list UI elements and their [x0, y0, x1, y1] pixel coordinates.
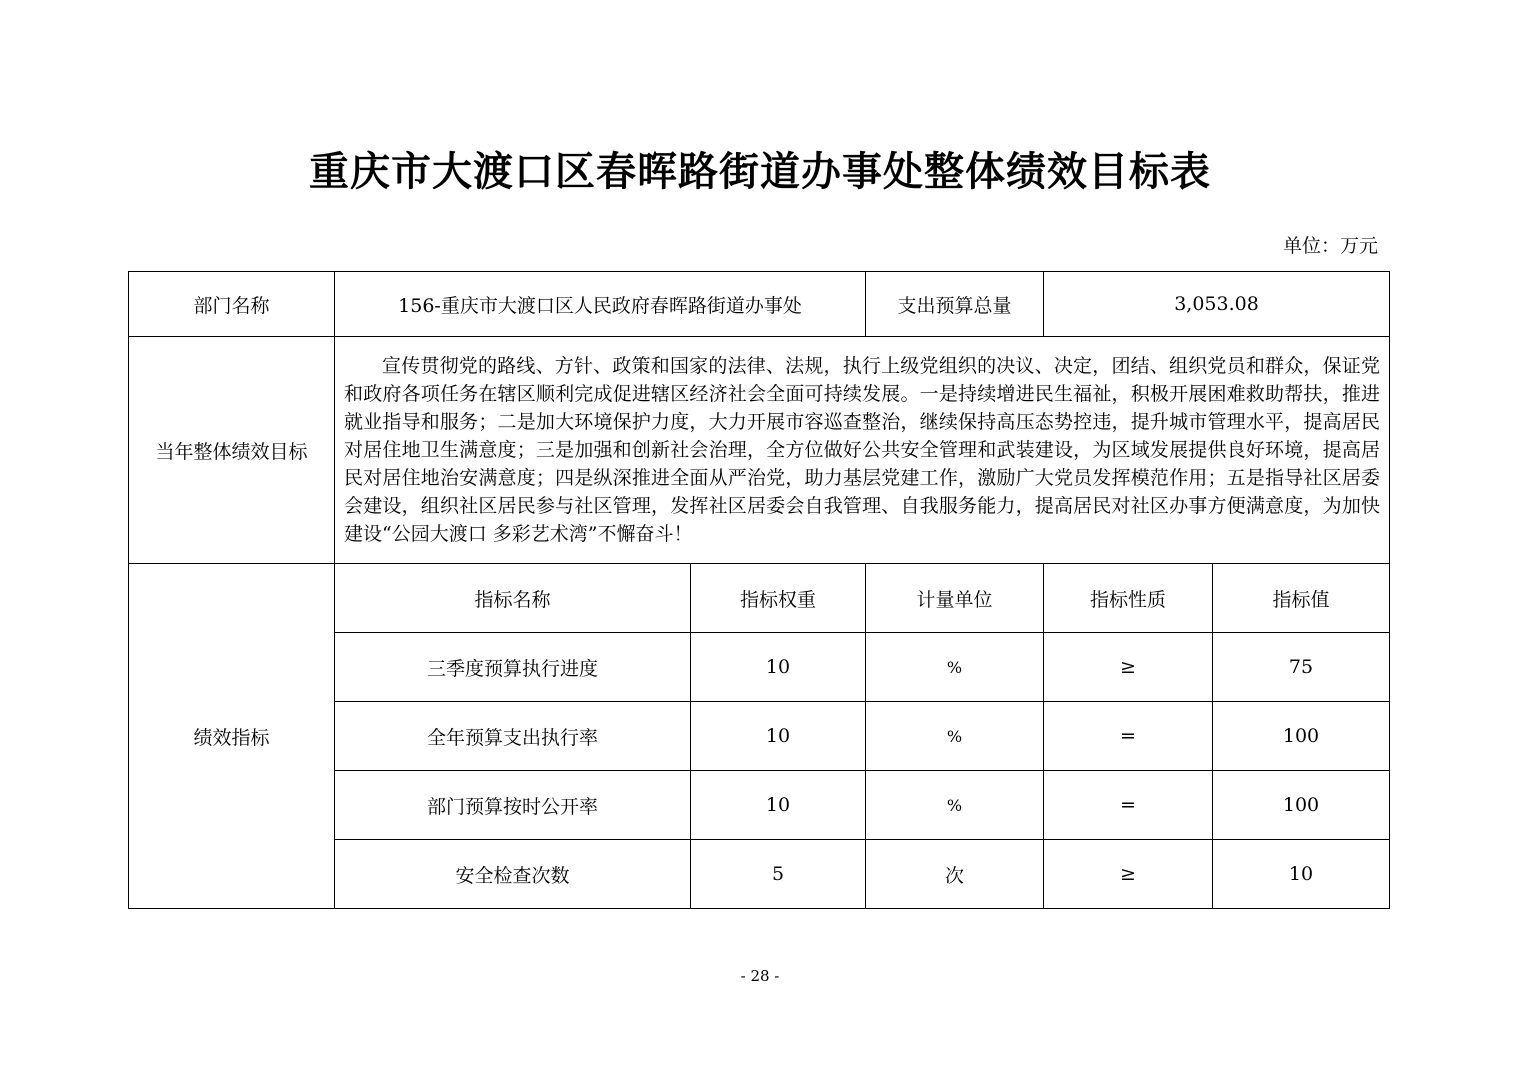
indicator-weight: 10	[691, 633, 866, 702]
dept-name-label: 部门名称	[129, 272, 335, 337]
indicator-unit: 次	[866, 840, 1044, 909]
indicator-value: 100	[1213, 702, 1390, 771]
column-header: 指标性质	[1044, 564, 1213, 633]
budget-total-label: 支出预算总量	[866, 272, 1044, 337]
dept-name-value: 156-重庆市大渡口区人民政府春晖路街道办事处	[335, 272, 866, 337]
column-header: 指标值	[1213, 564, 1390, 633]
indicator-unit: %	[866, 702, 1044, 771]
indicator-name: 安全检查次数	[335, 840, 691, 909]
department-row	[129, 272, 1390, 337]
annual-goal-row	[129, 337, 1390, 564]
indicator-weight: 10	[691, 771, 866, 840]
annual-goal-label: 当年整体绩效目标	[129, 337, 335, 564]
indicator-value: 100	[1213, 771, 1390, 840]
indicators-label: 绩效指标	[129, 564, 335, 909]
indicator-weight: 10	[691, 702, 866, 771]
indicator-unit: %	[866, 771, 1044, 840]
column-header: 计量单位	[866, 564, 1044, 633]
indicator-nature: =	[1044, 702, 1213, 771]
indicator-nature: ≥	[1044, 633, 1213, 702]
column-header: 指标名称	[335, 564, 691, 633]
indicator-name: 全年预算支出执行率	[335, 702, 691, 771]
indicator-weight: 5	[691, 840, 866, 909]
indicator-nature: ≥	[1044, 840, 1213, 909]
annual-goal-text: 宣传贯彻党的路线、方针、政策和国家的法律、法规，执行上级党组织的决议、决定，团结、组织党员和群众，保证党和政府各项任务在辖区顺利完成促进辖区经济社会全面可持续发展。一是持续增进民生福祉，积极开展困难救助帮扶，推进就业指导和服务；二是加大环境保护力度，大力开展市容巡查整治，继续保持高压态势控违，提升城市管理水平，提高居民对居住地卫生满意度；三是加强和创新社会治理，全方位做好公共安全管理和武装建设，为区域发展提供良好环境，提高居民对居住地治安满意度；四是纵深推进全面从严治党，助力基层党建工作，激励广大党员发挥模范作用；五是指导社区居委会建设，组织社区居民参与社区管理，发挥社区居委会自我管理、自我服务能力，提高居民对社区办事方便满意度，为加快建设“公园大渡口 多彩艺术湾”不懈奋斗！	[335, 337, 1390, 564]
indicator-nature: =	[1044, 771, 1213, 840]
indicator-unit: %	[866, 633, 1044, 702]
performance-target-table	[128, 271, 1390, 909]
budget-total-value: 3,053.08	[1044, 272, 1390, 337]
column-header: 指标权重	[691, 564, 866, 633]
indicator-value: 10	[1213, 840, 1390, 909]
page-number: - 28 -	[740, 967, 780, 985]
indicator-name: 部门预算按时公开率	[335, 771, 691, 840]
page-title: 重庆市大渡口区春晖路街道办事处整体绩效目标表	[309, 149, 1211, 195]
indicator-name: 三季度预算执行进度	[335, 633, 691, 702]
unit-label: 单位：万元	[1282, 235, 1378, 257]
indicator-header-row	[129, 564, 1390, 633]
indicator-value: 75	[1213, 633, 1390, 702]
